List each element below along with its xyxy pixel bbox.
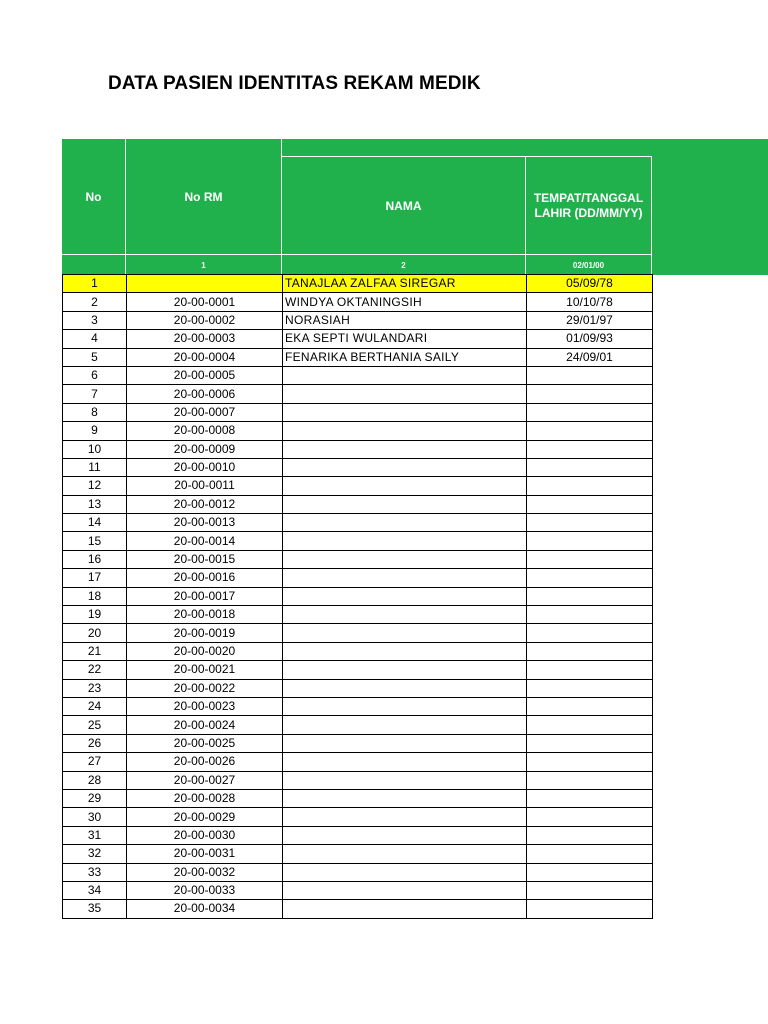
- cell-tanggal[interactable]: [527, 679, 653, 697]
- cell-nama[interactable]: [283, 495, 527, 513]
- cell-nama[interactable]: [283, 661, 527, 679]
- cell-no[interactable]: 2: [63, 293, 127, 311]
- cell-no[interactable]: 3: [63, 311, 127, 329]
- header-tempat-tanggal-lahir-line2: LAHIR (DD/MM/YY): [534, 205, 643, 220]
- cell-no[interactable]: 13: [63, 495, 127, 513]
- table-row: [63, 808, 653, 826]
- cell-tanggal[interactable]: [527, 550, 653, 568]
- cell-tanggal[interactable]: [527, 771, 653, 789]
- cell-no[interactable]: 14: [63, 514, 127, 532]
- cell-tanggal[interactable]: [527, 624, 653, 642]
- cell-tanggal[interactable]: [527, 900, 653, 918]
- cell-tanggal[interactable]: [527, 495, 653, 513]
- cell-nama[interactable]: FENARIKA BERTHANIA SAILY: [283, 348, 527, 366]
- table-row: [63, 661, 653, 679]
- table-row: [63, 422, 653, 440]
- cell-no[interactable]: 7: [63, 385, 127, 403]
- cell-tanggal[interactable]: 01/09/93: [527, 330, 653, 348]
- cell-nama[interactable]: [283, 789, 527, 807]
- table-row: [63, 734, 653, 752]
- cell-tanggal[interactable]: [527, 826, 653, 844]
- cell-no-rm[interactable]: 20-00-0027: [127, 771, 283, 789]
- table-row: [63, 403, 653, 421]
- cell-tanggal[interactable]: [527, 789, 653, 807]
- cell-no-rm[interactable]: 20-00-0004: [127, 348, 283, 366]
- cell-no-rm[interactable]: 20-00-0019: [127, 624, 283, 642]
- table-row: [63, 366, 653, 384]
- cell-no[interactable]: 32: [63, 845, 127, 863]
- table-row: [63, 569, 653, 587]
- table-row: [63, 477, 653, 495]
- table-row: [63, 440, 653, 458]
- cell-no-rm[interactable]: 20-00-0028: [127, 789, 283, 807]
- cell-no[interactable]: 35: [63, 900, 127, 918]
- table-row: [63, 716, 653, 734]
- cell-nama[interactable]: [283, 606, 527, 624]
- table-row: [63, 845, 653, 863]
- page-title: DATA PASIEN IDENTITAS REKAM MEDIK: [108, 73, 481, 94]
- table-row: [63, 679, 653, 697]
- cell-tanggal[interactable]: [527, 716, 653, 734]
- cell-no-rm[interactable]: 20-00-0005: [127, 366, 283, 384]
- cell-no[interactable]: 33: [63, 863, 127, 881]
- cell-no[interactable]: 24: [63, 697, 127, 715]
- cell-tanggal[interactable]: [527, 569, 653, 587]
- cell-no-rm[interactable]: [127, 275, 283, 293]
- cell-nama[interactable]: [283, 863, 527, 881]
- cell-no-rm[interactable]: 20-00-0009: [127, 440, 283, 458]
- cell-no-rm[interactable]: 20-00-0024: [127, 716, 283, 734]
- header-index-nama: 2: [401, 260, 406, 270]
- cell-nama[interactable]: [283, 679, 527, 697]
- cell-nama[interactable]: [283, 422, 527, 440]
- cell-no-rm[interactable]: 20-00-0029: [127, 808, 283, 826]
- cell-no[interactable]: 26: [63, 734, 127, 752]
- cell-no-rm[interactable]: 20-00-0020: [127, 642, 283, 660]
- cell-nama[interactable]: [283, 458, 527, 476]
- cell-tanggal[interactable]: [527, 366, 653, 384]
- cell-nama[interactable]: [283, 569, 527, 587]
- table-row: [63, 587, 653, 605]
- cell-tanggal[interactable]: [527, 845, 653, 863]
- table-row: [63, 532, 653, 550]
- cell-no-rm[interactable]: 20-00-0016: [127, 569, 283, 587]
- cell-no[interactable]: 6: [63, 366, 127, 384]
- cell-tanggal[interactable]: [527, 458, 653, 476]
- patient-table: [62, 274, 653, 919]
- cell-no[interactable]: 5: [63, 348, 127, 366]
- cell-tanggal[interactable]: 10/10/78: [527, 293, 653, 311]
- cell-tanggal[interactable]: [527, 514, 653, 532]
- cell-no-rm[interactable]: 20-00-0034: [127, 900, 283, 918]
- table-row: [63, 495, 653, 513]
- header-divider: [651, 157, 652, 275]
- table-row: [63, 348, 653, 366]
- cell-tanggal[interactable]: [527, 808, 653, 826]
- cell-no-rm[interactable]: 20-00-0001: [127, 293, 283, 311]
- cell-no[interactable]: 20: [63, 624, 127, 642]
- cell-nama[interactable]: WINDYA OKTANINGSIH: [283, 293, 527, 311]
- cell-no[interactable]: 17: [63, 569, 127, 587]
- header-tempat-tanggal-lahir-line1: TEMPAT/TANGGAL: [533, 190, 644, 205]
- cell-no-rm[interactable]: 20-00-0006: [127, 385, 283, 403]
- cell-nama[interactable]: [283, 734, 527, 752]
- table-row: [63, 863, 653, 881]
- cell-no[interactable]: 21: [63, 642, 127, 660]
- cell-nama[interactable]: [283, 881, 527, 899]
- cell-tanggal[interactable]: 29/01/97: [527, 311, 653, 329]
- cell-no[interactable]: 29: [63, 789, 127, 807]
- cell-nama[interactable]: [283, 697, 527, 715]
- cell-no[interactable]: 22: [63, 661, 127, 679]
- cell-no[interactable]: 28: [63, 771, 127, 789]
- cell-nama[interactable]: NORASIAH: [283, 311, 527, 329]
- table-row: [63, 458, 653, 476]
- cell-no[interactable]: 15: [63, 532, 127, 550]
- cell-nama[interactable]: [283, 514, 527, 532]
- table-row: [63, 311, 653, 329]
- header-index-no-rm: 1: [201, 260, 206, 270]
- cell-no-rm[interactable]: 20-00-0030: [127, 826, 283, 844]
- table-row: [63, 330, 653, 348]
- cell-tanggal[interactable]: [527, 403, 653, 421]
- cell-nama[interactable]: [283, 845, 527, 863]
- cell-tanggal[interactable]: [527, 587, 653, 605]
- cell-no[interactable]: 27: [63, 753, 127, 771]
- cell-no-rm[interactable]: 20-00-0018: [127, 606, 283, 624]
- table-row: [63, 293, 653, 311]
- cell-no-rm[interactable]: 20-00-0012: [127, 495, 283, 513]
- cell-no[interactable]: 16: [63, 550, 127, 568]
- cell-no-rm[interactable]: 20-00-0026: [127, 753, 283, 771]
- header-tempat-tanggal-lahir: [526, 157, 651, 254]
- cell-nama[interactable]: [283, 716, 527, 734]
- cell-no-rm[interactable]: 20-00-0017: [127, 587, 283, 605]
- cell-no[interactable]: 12: [63, 477, 127, 495]
- cell-no[interactable]: 31: [63, 826, 127, 844]
- cell-tanggal[interactable]: [527, 661, 653, 679]
- cell-tanggal[interactable]: [527, 477, 653, 495]
- table-row: [63, 550, 653, 568]
- cell-nama[interactable]: EKA SEPTI WULANDARI: [283, 330, 527, 348]
- cell-tanggal[interactable]: 05/09/78: [527, 275, 653, 293]
- patient-table-body: [63, 275, 653, 919]
- cell-no-rm[interactable]: 20-00-0021: [127, 661, 283, 679]
- table-row: [63, 771, 653, 789]
- table-row: [63, 826, 653, 844]
- cell-tanggal[interactable]: [527, 642, 653, 660]
- table-row: [63, 275, 653, 293]
- cell-no-rm[interactable]: 20-00-0031: [127, 845, 283, 863]
- cell-nama[interactable]: [283, 385, 527, 403]
- cell-no[interactable]: 23: [63, 679, 127, 697]
- cell-nama[interactable]: [283, 900, 527, 918]
- cell-no-rm[interactable]: 20-00-0011: [127, 477, 283, 495]
- cell-nama[interactable]: [283, 366, 527, 384]
- cell-no[interactable]: 30: [63, 808, 127, 826]
- cell-no-rm[interactable]: 20-00-0033: [127, 881, 283, 899]
- table-row: [63, 624, 653, 642]
- cell-nama[interactable]: [283, 532, 527, 550]
- cell-tanggal[interactable]: [527, 422, 653, 440]
- cell-tanggal[interactable]: [527, 697, 653, 715]
- cell-no[interactable]: 8: [63, 403, 127, 421]
- cell-no[interactable]: 34: [63, 881, 127, 899]
- cell-nama[interactable]: [283, 550, 527, 568]
- cell-no[interactable]: 19: [63, 606, 127, 624]
- cell-no-rm[interactable]: 20-00-0007: [127, 403, 283, 421]
- cell-tanggal[interactable]: [527, 385, 653, 403]
- cell-no[interactable]: 11: [63, 458, 127, 476]
- cell-tanggal[interactable]: [527, 753, 653, 771]
- cell-tanggal[interactable]: [527, 606, 653, 624]
- header-no: No: [85, 189, 102, 204]
- cell-no[interactable]: 1: [63, 275, 127, 293]
- table-row: [63, 642, 653, 660]
- cell-no-rm[interactable]: 20-00-0010: [127, 458, 283, 476]
- cell-no[interactable]: 25: [63, 716, 127, 734]
- table-row: [63, 606, 653, 624]
- cell-nama[interactable]: [283, 808, 527, 826]
- cell-no-rm[interactable]: 20-00-0022: [127, 679, 283, 697]
- table-row: [63, 697, 653, 715]
- cell-no[interactable]: 10: [63, 440, 127, 458]
- table-row: [63, 881, 653, 899]
- cell-nama[interactable]: [283, 624, 527, 642]
- table-row: [63, 514, 653, 532]
- cell-tanggal[interactable]: [527, 863, 653, 881]
- table-row: [63, 385, 653, 403]
- table-row: [63, 789, 653, 807]
- cell-nama[interactable]: [283, 477, 527, 495]
- cell-no-rm[interactable]: 20-00-0032: [127, 863, 283, 881]
- header-nama: NAMA: [385, 198, 422, 213]
- cell-no-rm[interactable]: 20-00-0023: [127, 697, 283, 715]
- table-header: [62, 139, 652, 275]
- cell-no-rm[interactable]: 20-00-0002: [127, 311, 283, 329]
- header-no-rm: No RM: [184, 189, 223, 204]
- cell-nama[interactable]: TANAJLAA ZALFAA SIREGAR: [283, 275, 527, 293]
- cell-tanggal[interactable]: [527, 734, 653, 752]
- cell-no[interactable]: 9: [63, 422, 127, 440]
- cell-no-rm[interactable]: 20-00-0015: [127, 550, 283, 568]
- cell-nama[interactable]: [283, 587, 527, 605]
- cell-no-rm[interactable]: 20-00-0008: [127, 422, 283, 440]
- cell-nama[interactable]: [283, 440, 527, 458]
- cell-tanggal[interactable]: 24/09/01: [527, 348, 653, 366]
- cell-no[interactable]: 18: [63, 587, 127, 605]
- cell-nama[interactable]: [283, 826, 527, 844]
- cell-no-rm[interactable]: 20-00-0014: [127, 532, 283, 550]
- cell-tanggal[interactable]: [527, 440, 653, 458]
- cell-nama[interactable]: [283, 403, 527, 421]
- cell-nama[interactable]: [283, 642, 527, 660]
- cell-no[interactable]: 4: [63, 330, 127, 348]
- cell-nama[interactable]: [283, 771, 527, 789]
- cell-tanggal[interactable]: [527, 881, 653, 899]
- cell-nama[interactable]: [283, 753, 527, 771]
- header-index-tanggal: 02/01/00: [572, 260, 605, 270]
- cell-tanggal[interactable]: [527, 532, 653, 550]
- cell-no-rm[interactable]: 20-00-0003: [127, 330, 283, 348]
- table-row: [63, 900, 653, 918]
- cell-no-rm[interactable]: 20-00-0025: [127, 734, 283, 752]
- table-row: [63, 753, 653, 771]
- cell-no-rm[interactable]: 20-00-0013: [127, 514, 283, 532]
